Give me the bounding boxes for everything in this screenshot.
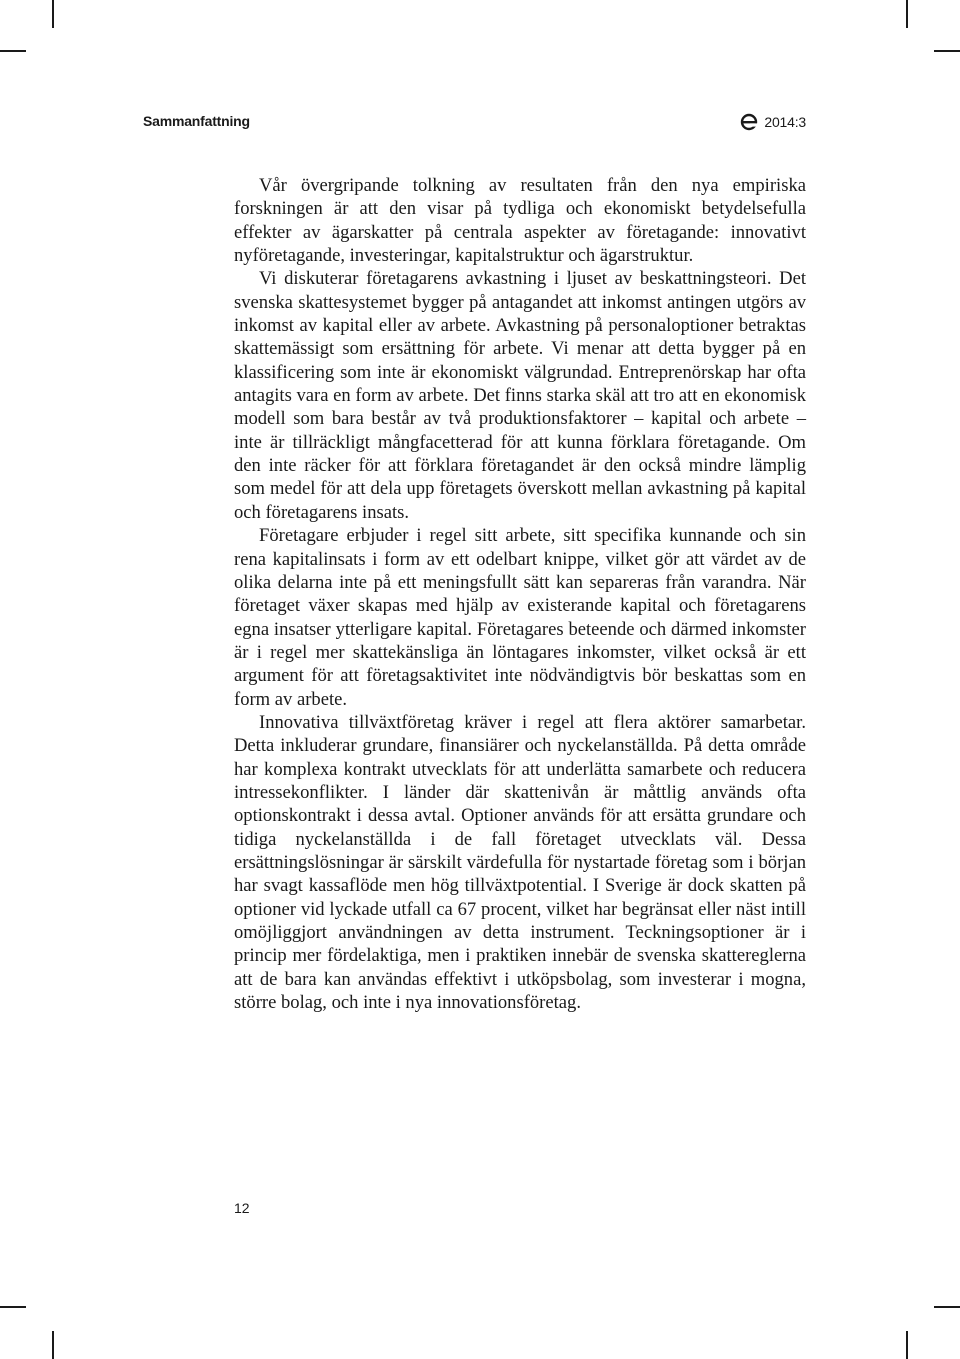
- paragraph: Vi diskuterar företagarens avkastning i ljuset av beskattningsteori. Det svenska skattesystemet bygger på antagandet att inkomst antingen utgörs av inkomst av kapital eller av arbete. Avkastning på personaloptioner betraktas skattemässigt som ersättning för arbete. Vi menar att detta bygger på en klassificering som inte är ekonomiskt välgrundad. Entreprenörskap har ofta antagits vara en form av arbete. Det finns starka skäl att tro att en ekonomisk modell som bara består av två produktionsfaktorer – kapital och arbete – inte är tillräckligt mångfacetterad för att kunna förklara företagande. Om den inte räcker för att förklara företagandet är den också mindre lämplig som medel för att dela upp företagets överskott mellan avkastning på kapital och företagarens insats.: [234, 268, 806, 523]
- crop-mark-top-left-horizontal: [0, 50, 26, 52]
- crop-mark-bottom-right-vertical: [906, 1331, 908, 1359]
- crop-mark-top-right-vertical: [906, 0, 908, 28]
- e-logo-icon: [740, 113, 758, 131]
- issue-label: [740, 113, 806, 131]
- section-title: Sammanfattning: [143, 113, 250, 129]
- crop-mark-top-right-horizontal: [934, 50, 960, 52]
- crop-mark-bottom-right-horizontal: [934, 1306, 960, 1308]
- crop-mark-top-left-vertical: [52, 0, 54, 28]
- running-header: [143, 111, 806, 133]
- paragraph: Företagare erbjuder i regel sitt arbete, sitt specifika kunnande och sin rena kapitalinsats i form av ett odelbart knippe, vilket gör att värdet av de olika delarna inte på ett meningsfullt sätt kan separeras från varandra. När företaget växer skapas med hjälp av existerande kapital och företagarens egna insatser ytterligare kapital. Företagares beteende och därmed inkomster är i regel mer skattekänsliga än löntagares inkomster, vilket också är ett argument för att företagsaktivitet inte nödvändigtvis bör beskattas som en form av arbete.: [234, 525, 806, 710]
- paragraph: Innovativa tillväxtföretag kräver i regel att flera aktörer samarbetar. Detta inkluderar grundare, finansiärer och nyckelanställda. På detta område har komplexa kontrakt utvecklats för att underlätta samarbete och reducera intressekonflikter. I länder där skattenivån är måttlig används ofta optionskontrakt i dessa avtal. Optioner används för att ersätta grundare och tidiga nyckelanställda i de fall företaget utvecklats väl. Dessa ersättningslösningar är särskilt värdefulla för nystartade företag som i början har svagt kassaflöde men hög tillväxtpotential. I Sverige är dock skatten på optioner vid lyckade utfall ca 67 procent, vilket har begränsat eller näst intill omöjliggjort användningen av detta instrument. Teckningsoptioner är i princip mer fördelaktiga, men i praktiken innebär de svenska skattereglerna att de bara kan användas effektivt i utköpsbolag, som investerar i mogna, större bolag, och inte i nya innovationsföretag.: [234, 711, 806, 1014]
- page-number: 12: [234, 1200, 250, 1216]
- crop-mark-bottom-left-vertical: [52, 1331, 54, 1359]
- paragraph: Vår övergripande tolkning av resultaten från den nya empiriska forskningen är att den visar på tydliga och ekonomiskt betydelsefulla effekter av ägarskatter på centrala aspekter av företagande: innovativt nyföretagande, investeringar, kapitalstruktur och ägarstruktur.: [234, 175, 806, 267]
- crop-mark-bottom-left-horizontal: [0, 1306, 26, 1308]
- body-text: [234, 174, 806, 1014]
- issue-number: 2014:3: [764, 114, 806, 130]
